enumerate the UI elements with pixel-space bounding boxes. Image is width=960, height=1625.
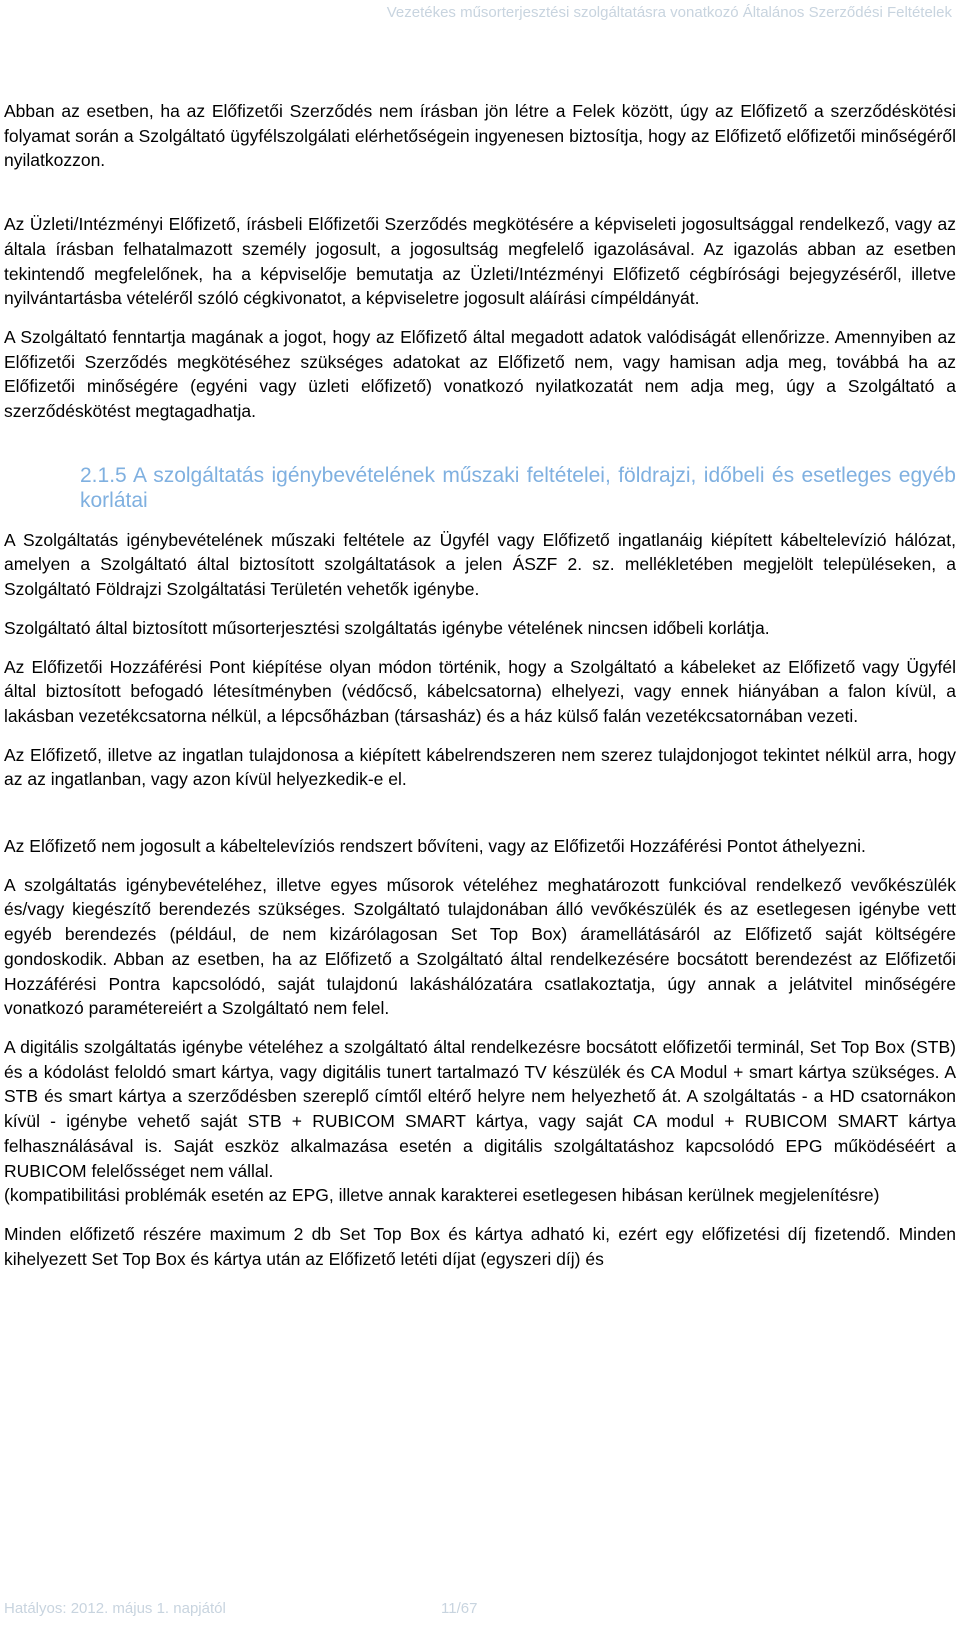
paragraph-ownership: Az Előfizető, illetve az ingatlan tulajdonosa a kiépített kábelrendszeren nem szerez tulajdonjogot tekintet nélkül arra, hogy az az ingatlanban, vagy azon kívül helyezkedik-e el. [4, 744, 956, 790]
footer-effective-date: Hatályos: 2012. május 1. napjától [4, 1600, 226, 1617]
paragraph-no-extension: Az Előfizető nem jogosult a kábeltelevíziós rendszert bővíteni, vagy az Előfizetői Hozzáférési Pontot áthelyezni. [4, 836, 866, 857]
paragraph-compatibility-note: (kompatibilitási problémák esetén az EPG, illetve annak karakterei esetlegesen hibásan kerülnek megjelenítésre) [4, 1185, 880, 1206]
paragraph-data-verification: A Szolgáltató fenntartja magának a jogot, hogy az Előfizető által megadott adatok valódiságát ellenőrizze. Amennyiben az Előfizetői Szerződés megkötéséhez szükséges adatokat az Előfizető nem, vagy hamisan adja meg, továbbá ha az Előfizetői minőségére (egyéni vagy üzleti előfizető) vonatkozó nyilatkozatát nem adja meg, úgy a Szolgáltató a szerződéskötést megtagadhatja. [4, 326, 956, 422]
document-body [4, 99, 956, 1271]
running-header: Vezetékes műsorterjesztési szolgáltatásra vonatkozó Általános Szerződési Feltételek [386, 4, 952, 21]
paragraph-set-top-box-limit: Minden előfizető részére maximum 2 db Set Top Box és kártya adható ki, ezért egy előfizetési díj fizetendő. Minden kihelyezett Set Top Box és kártya után az Előfizető letéti díjat (egyszeri díj) és [4, 1223, 956, 1269]
paragraph-business-subscriber: Az Üzleti/Intézményi Előfizető, írásbeli Előfizetői Szerződés megkötésére a képviseleti jogosultsággal rendelkező, vagy az általa írásban felhatalmazott személy jogosult, a jogosultság megfelelő igazolásával. Az igazolás abban az esetben tekintendő megfelelőnek, ha a képviselője bemutatja az Üzleti/Intézményi Előfizető cégbírósági bejegyzéséről, illetve nyilvántartásba vételéről szóló cégkivonatot, a képviseletre jogosult aláírási címpéldányát. [4, 214, 956, 309]
paragraph-digital-service: A digitális szolgáltatás igénybe vételéhez a szolgáltató által rendelkezésre bocsátott előfizetői terminál, Set Top Box (STB) és a kódolást feloldó smart kártya, vagy digitális tunert tartalmazó TV készülék és CA Modul + smart kártya szükséges. A STB és smart kártya a szerződésben szereplő címtől eltérő helyre nem helyezhető át. A szolgáltatás - a HD csatornákon kívül - igénybe vehető saját STB + RUBICOM SMART kártya, vagy saját CA modul + RUBICOM SMART kártya felhasználásával is. Saját eszköz alkalmazása esetén a digitális szolgáltatáshoz kapcsolódó EPG működéséért a RUBICOM felelősséget nem vállal. [4, 1036, 956, 1181]
paragraph-time-limit: Szolgáltató által biztosított műsorterjesztési szolgáltatás igénybe vételének nincsen időbeli korlátja. [4, 617, 770, 638]
paragraph-technical-conditions: A Szolgáltatás igénybevételének műszaki feltétele az Ügyfél vagy Előfizető ingatlanáig kiépített kábeltelevízió hálózat, amelyen a Szolgáltató által biztosított szolgáltatások a jelen ÁSZF 2. sz. mellékletében megjelölt településeken, a Szolgáltató Földrajzi Szolgáltatási Területén vehetők igénybe. [4, 529, 956, 600]
page-footer [0, 1600, 960, 1625]
paragraph-receiver-equipment: A szolgáltatás igénybevételéhez, illetve egyes műsorok vételéhez meghatározott funkcióval rendelkező vevőkészülék és/vagy kiegészítő berendezés szükséges. Szolgáltató tulajdonában álló vevőkészülék és az esetlegesen igénybe vett egyéb berendezés (például, de nem kizárólagosan Set Top Box) áramellátásáról az Előfizető saját költségére gondoskodik. Abban az esetben, ha az Előfizető a Szolgáltató által rendelkezésére bocsátott berendezést az Előfizetői Hozzáférési Pontra kapcsolódó, saját tulajdonú lakáshálózatára csatlakoztatja, úgy annak a jelátvitel minőségére vonatkozó paramétereiért a Szolgáltató nem felel. [4, 874, 956, 1019]
section-heading: 2.1.5 A szolgáltatás igénybevételének műszaki feltételei, földrajzi, időbeli és esetleges egyéb korlátai [80, 463, 956, 513]
paragraph-written-contract: Abban az esetben, ha az Előfizetői Szerződés nem írásban jön létre a Felek között, úgy az Előfizető a szerződéskötési folyamat során a Szolgáltató ügyfélszolgálati elérhetőségein ingyenesen biztosítja, hogy az Előfizető előfizetői minőségéről nyilatkozzon. [4, 101, 956, 171]
paragraph-access-point: Az Előfizetői Hozzáférési Pont kiépítése olyan módon történik, hogy a Szolgáltató a kábeleket az Előfizető vagy Ügyfél által biztosított befogadó létesítményben (védőcső, kábelcsatorna) elhelyezi, vagy ennek hiányában a falon kívül, a lakásban vezetékcsatorna nélkül, a lépcsőházban (társasház) és a ház külső falán vezetékcsatornában vezeti. [4, 656, 956, 726]
page-number: 11/67 [441, 1600, 478, 1617]
